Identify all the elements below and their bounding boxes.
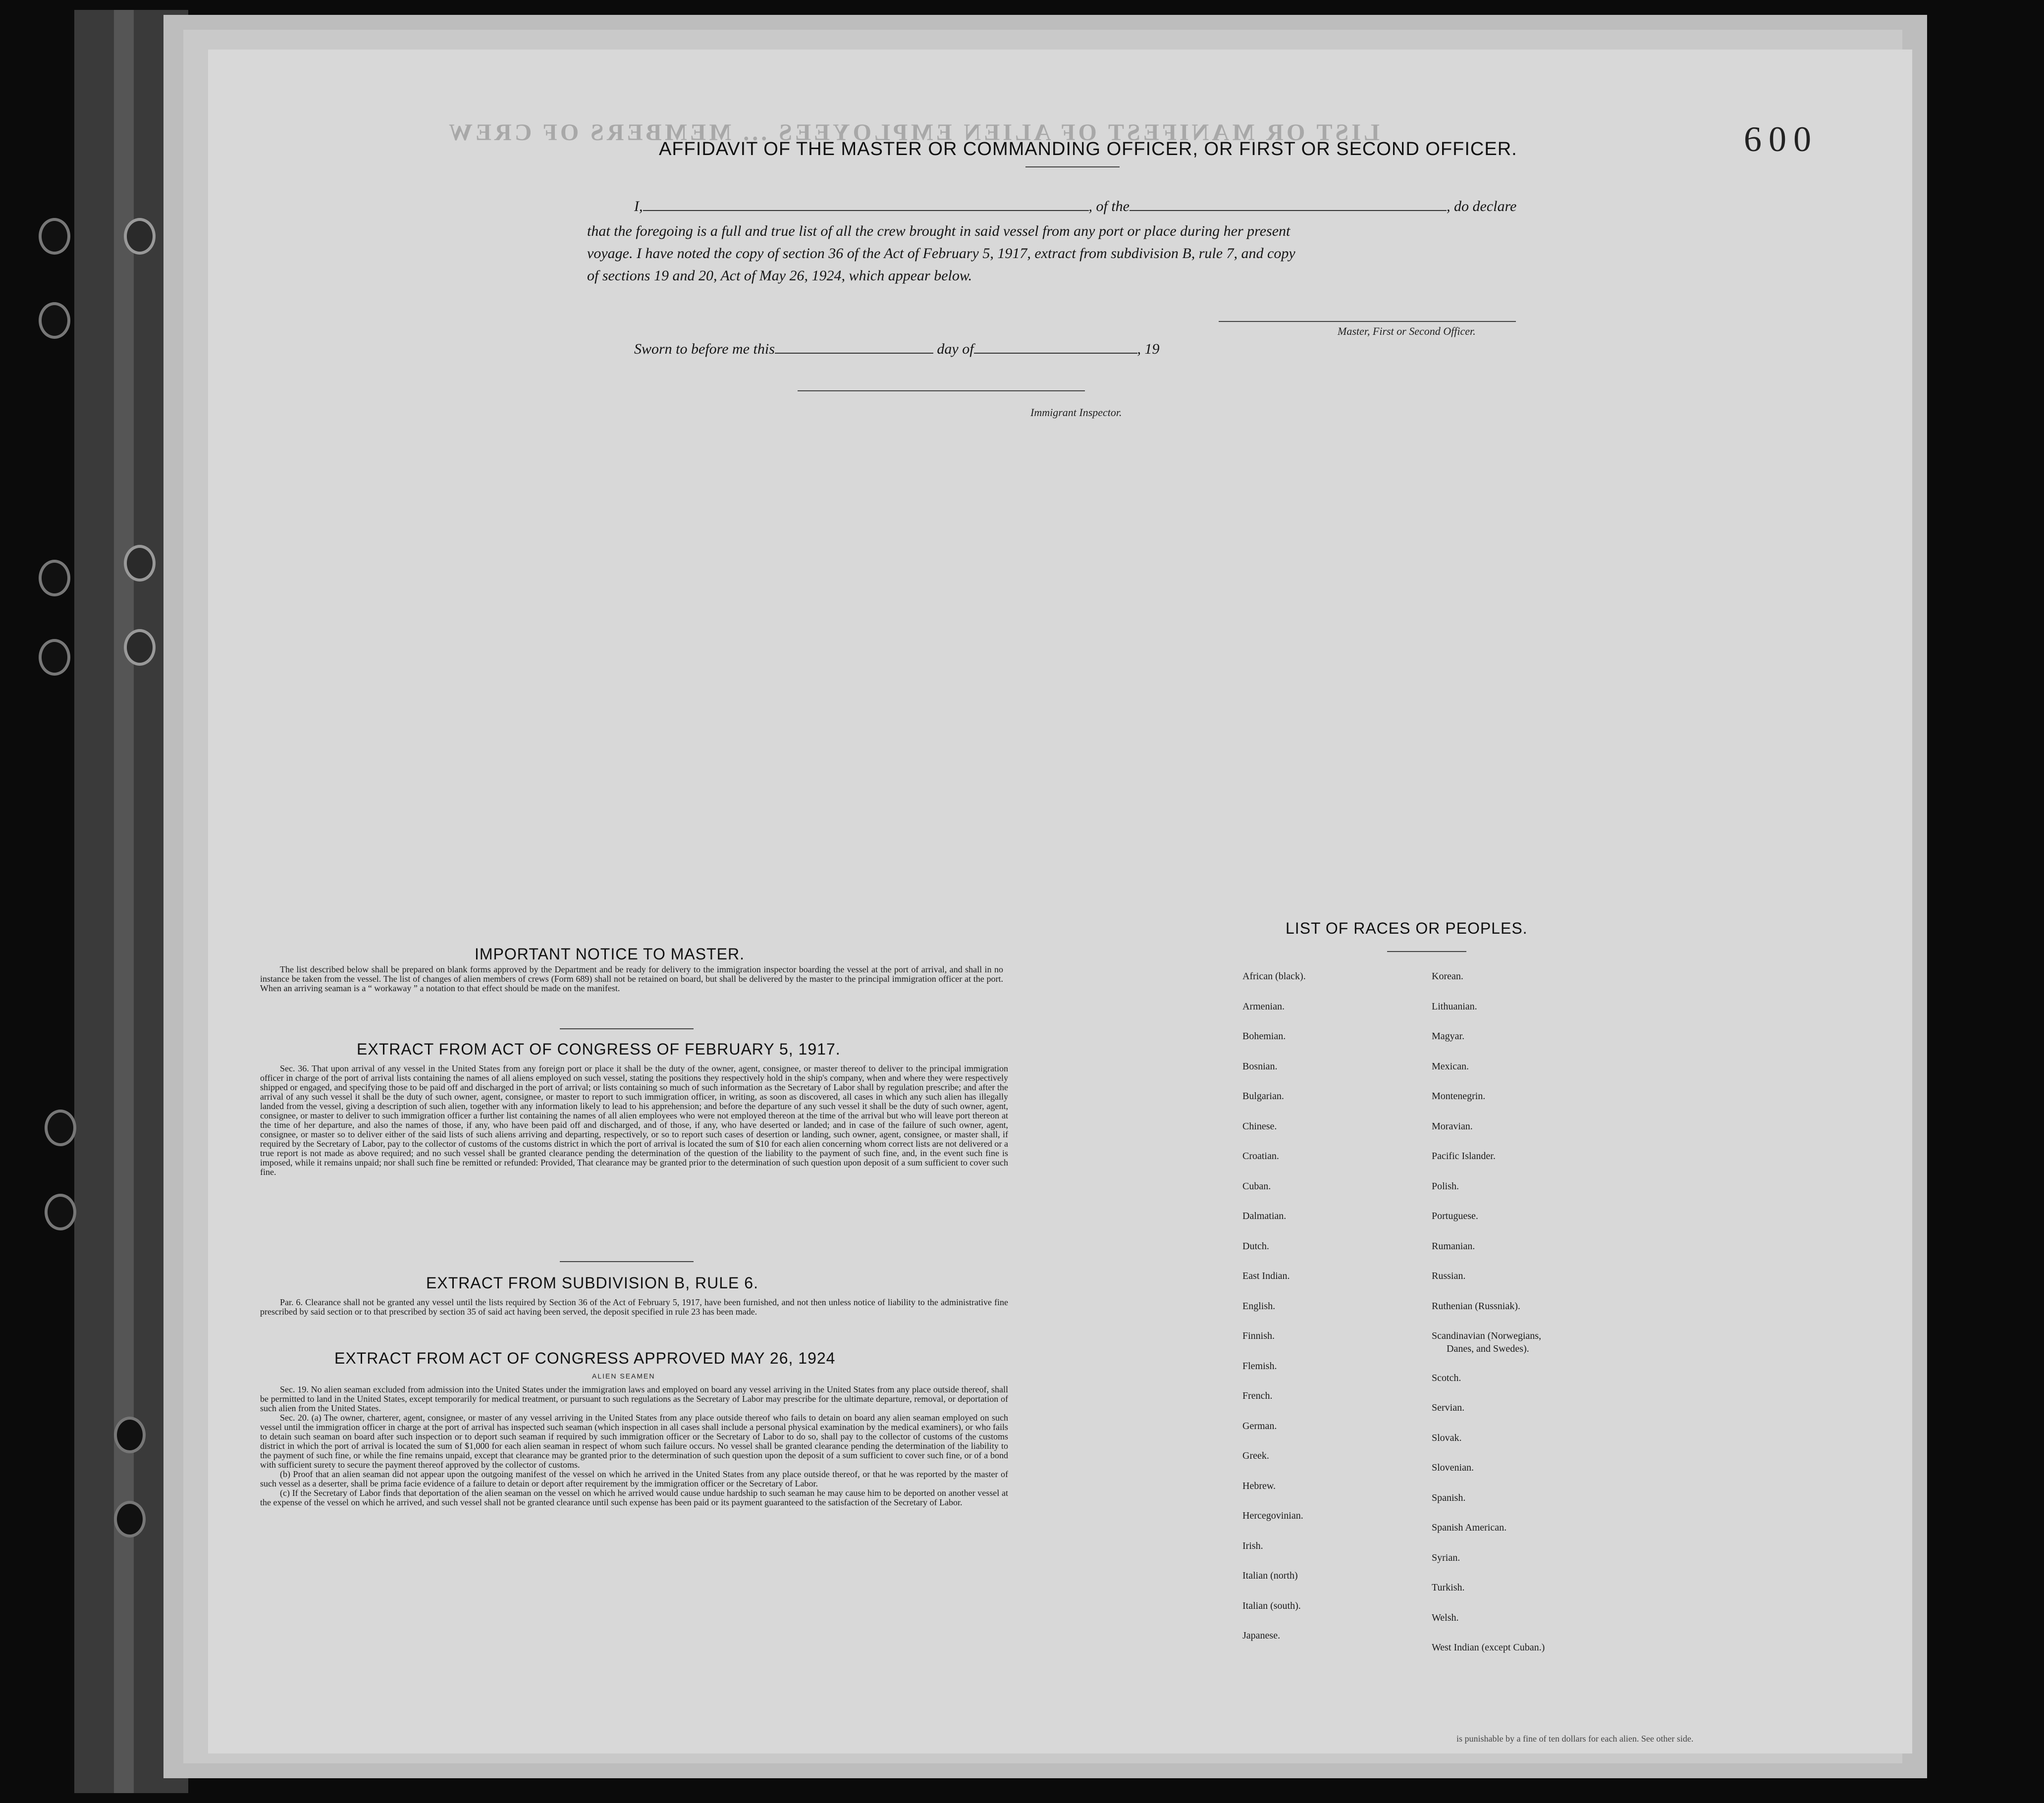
affidavit-i: I, — [634, 198, 643, 214]
title-underline — [1025, 166, 1120, 167]
section-20c: (c) If the Secretary of Labor finds that deportation of the alien seaman on the vessel on which he arrived would cause undue hardship to such seaman he may cause him to be deported on another vessel at the expense of the vessel on which he arrived, and such vessel shall not be granted clearance until such expense has been paid or its payment guaranteed to the satisfaction of the Secretary of Labor. — [260, 1488, 1008, 1507]
races-underline — [1387, 951, 1466, 952]
race-item: Portuguese. — [1432, 1211, 1478, 1221]
race-item: Polish. — [1432, 1180, 1459, 1192]
race-item: Chinese. — [1242, 1120, 1277, 1132]
race-item: Cuban. — [1242, 1180, 1271, 1192]
race-right-continuation: Danes, and Swedes). — [1447, 1343, 1529, 1354]
alien-seamen-subtitle: ALIEN SEAMEN — [592, 1372, 655, 1380]
race-item: West Indian (except Cuban.) — [1432, 1642, 1545, 1653]
race-item: Spanish American. — [1432, 1522, 1507, 1533]
binder-hole — [124, 629, 156, 666]
race-item: Dutch. — [1242, 1240, 1269, 1252]
sworn-prefix: Sworn to before me this — [634, 341, 775, 357]
extract-1917-divider — [560, 1261, 694, 1262]
race-item: German. — [1242, 1420, 1277, 1432]
race-item: Scandinavian (Norwegians, — [1432, 1330, 1542, 1341]
master-signature-line[interactable] — [1219, 321, 1516, 322]
binder-hole — [45, 1110, 76, 1146]
race-item: Welsh. — [1432, 1612, 1459, 1623]
binder-hole — [124, 218, 156, 255]
sworn-day-of: day of — [937, 341, 974, 357]
rule6-paragraph: Par. 6. Clearance shall not be granted any vessel until the lists required by Section 36 of the Act of February 5, 1917, have been furnished, and not then unless notice of liability to the administrative fine prescribed by said section or to that prescribed by section 35 of said act having been served, the deposit specified in rule 23 has been made. — [260, 1297, 1008, 1317]
notice-divider — [560, 1028, 694, 1029]
race-item: Greek. — [1242, 1450, 1269, 1461]
notice-paragraph: The list described below shall be prepared on blank forms approved by the Department and be ready for delivery to the immigration inspector boarding the vessel at the port of arrival, and shall in no instance be taken from the vessel. The list of changes of alien members of crews (Form 689) shall not be retained on board, but shall be delivered by the master to the principal immigration officer at the port. When an arriving seaman is a “ workaway ” a notation to that effect should be made on the manifest. — [260, 964, 1003, 993]
race-item: Servian. — [1432, 1402, 1465, 1413]
section-20a: Sec. 20. (a) The owner, charterer, agent, consignee, or master of any vessel arriving in the United States from any place outside thereof who fails to detain on board any alien seaman employed on such vessel until the immigration officer in charge at the port of arrival has inspected such seaman (which inspection in all cases shall include a personal physical examination by the medical examiners), or who fails to detain such seaman on board after such inspection or to deport such seaman if required by such immigration officer or the Secretary of Labor to do so, shall pay to the collector of customs of the customs district in which the port of arrival is located the sum of $1,000 for each alien seaman in respect of whom such failure occurs. No vessel shall be granted clearance pending the determination of the liability to the payment of such fine, or while the fine remains unpaid, except that clearance may be granted prior to the determination of such question upon the deposit of a sum sufficient to cover such fine, or of a bond with sufficient surety to secure the payment thereof approved by the collector of customs. — [260, 1413, 1008, 1470]
race-item: Hebrew. — [1242, 1480, 1276, 1491]
race-item: Hercegovinian. — [1242, 1510, 1303, 1521]
race-item: Turkish. — [1432, 1582, 1465, 1593]
race-item: Irish. — [1242, 1540, 1263, 1551]
race-item: East Indian. — [1242, 1271, 1290, 1281]
affidavit-line-3: voyage. I have noted the copy of section 36 of the Act of February 5, 1917, extract from subdivision B, rule 7, and copy — [587, 245, 1295, 262]
race-item: Lithuanian. — [1432, 1001, 1477, 1012]
extract-1917-title: EXTRACT FROM ACT OF CONGRESS OF FEBRUARY 5, 1917. — [357, 1040, 841, 1058]
binder-hole — [39, 560, 70, 596]
race-item: Finnish. — [1242, 1330, 1275, 1341]
extract-1917-paragraph: Sec. 36. That upon arrival of any vessel in the United States from any foreign port or place it shall be the duty of the owner, agent, consignee, or master thereof to deliver to the principal immigration officer in charge of the port of arrival lists containing the names of all aliens employed on such vessel, stating the positions they respectively hold in the ship's company, when and where they were respectively shipped or engaged, and specifying those to be paid off and discharged in the port of arrival; or lists containing so much of such information as the Secretary of Labor shall by regulation prescribe; and after the arrival of any such vessel it shall be the duty of such owner, agent, consignee, or master to report to such immigration officer, in writing, as soon as discovered, all cases in which any such alien has illegally landed from the vessel, giving a description of such alien, together with any information likely to lead to his apprehension; and before the departure of any such vessel it shall be the duty of such owner, agent, consignee, or master to deliver to such immigration officer a further list containing the names of all alien employees who were not employed thereon at the time of the arrival but who will leave port thereon at the time of her departure, and also the names of those, if any, who have been paid off and discharged, and of those, if any, who have deserted or landed; and in case of the failure of such owner, agent, consignee, or master so to deliver either of the said lists of such aliens arriving and departing, respectively, or so to report such cases of desertion or landing, such owner, agent, consignee, or master shall, if required by the Secretary of Labor, pay to the collector of customs of the customs district in which the port of arrival is located the sum of $10 for each alien concerning whom correct lists are not delivered or a true report is not made as above required; and no such vessel shall be granted clearance pending the determination of the question of the liability to the payment of such fine, and, in the event such fine is imposed, while it remains unpaid; nor shall such fine be remitted or refunded: Provided, That clearance may be granted prior to the determination of such question upon deposit of a sum sufficient to cover such fine. — [260, 1063, 1008, 1177]
day-blank[interactable] — [775, 353, 933, 354]
master-signature-label: Master, First or Second Officer. — [1338, 325, 1476, 337]
extract-1924-title: EXTRACT FROM ACT OF CONGRESS APPROVED MAY 26, 1924 — [334, 1349, 836, 1367]
race-item: Pacific Islander. — [1432, 1151, 1496, 1162]
race-item: Russian. — [1432, 1271, 1466, 1281]
month-blank[interactable] — [974, 353, 1137, 354]
race-item: French. — [1242, 1390, 1273, 1401]
affidavit-title: AFFIDAVIT OF THE MASTER OR COMMANDING OFFICER, OR FIRST OR SECOND OFFICER. — [659, 139, 1517, 159]
faint-reverse-header: LIST OR MANIFEST OF ALIEN EMPLOYEES ... MEMBERS OF CREW — [446, 119, 1380, 146]
race-item: Bulgarian. — [1242, 1091, 1284, 1102]
affidavit-line-4: of sections 19 and 20, Act of May 26, 1924, which appear below. — [587, 267, 972, 284]
binder-hole — [39, 218, 70, 255]
race-item: Italian (north) — [1242, 1570, 1298, 1581]
affidavit-line-1 — [634, 198, 1516, 215]
race-item: English. — [1242, 1300, 1276, 1312]
binder-hole — [39, 639, 70, 676]
notice-body — [260, 965, 1003, 993]
binder-hole — [114, 1501, 146, 1538]
section-20b: (b) Proof that an alien seaman did not appear upon the outgoing manifest of the vessel on which he arrived in the United States from any place outside thereof, or that he was reported by the master of such vessel as a deserter, shall be prima facie evidence of a failure to detain or deport after requirement by the immigration officer or the Secretary of Labor. — [260, 1469, 1008, 1488]
race-item: Bosnian. — [1242, 1061, 1278, 1072]
race-item: Spanish. — [1432, 1492, 1466, 1503]
race-item: Croatian. — [1242, 1151, 1279, 1162]
race-item: Dalmatian. — [1242, 1211, 1287, 1221]
rule6-title: EXTRACT FROM SUBDIVISION B, RULE 6. — [426, 1274, 758, 1292]
notice-title: IMPORTANT NOTICE TO MASTER. — [475, 945, 745, 963]
race-item: Scotch. — [1432, 1372, 1461, 1383]
race-item: Bohemian. — [1242, 1031, 1286, 1042]
race-item: African (black). — [1242, 971, 1306, 982]
affidavit-of-the: , of the — [1088, 198, 1130, 214]
affidavit-line-2: that the foregoing is a full and true list of all the crew brought in said vessel from any port or place during her present — [587, 223, 1291, 239]
race-item: Flemish. — [1242, 1360, 1277, 1372]
inspector-signature-line[interactable] — [798, 390, 1085, 391]
race-item: Slovenian. — [1432, 1462, 1474, 1473]
race-item: Korean. — [1432, 971, 1463, 982]
extract-1924-body — [260, 1385, 1008, 1507]
binder-hole — [45, 1194, 76, 1230]
race-item: Armenian. — [1242, 1001, 1285, 1012]
race-item: Slovak. — [1432, 1432, 1462, 1443]
section-19: Sec. 19. No alien seaman excluded from admission into the United States under the immigration laws and employed on board any vessel arriving in the United States from any place outside thereof, shall be permitted to land in the United States, except temporarily for medical treatment, or pursuant to such regulations as the Secretary of Labor may prescribe for the ultimate departure, removal, or deportation of such alien from the United States. — [260, 1384, 1008, 1413]
races-title: LIST OF RACES OR PEOPLES. — [1286, 919, 1528, 937]
race-item: Montenegrin. — [1432, 1091, 1486, 1102]
rule6-body — [260, 1298, 1008, 1317]
affidavit-declare: , do declare — [1447, 198, 1517, 214]
sworn-year: , 19 — [1137, 341, 1160, 357]
sworn-line — [634, 341, 1160, 358]
inspector-label: Immigrant Inspector. — [1030, 406, 1122, 419]
race-item: Magyar. — [1432, 1031, 1465, 1042]
race-item: Italian (south). — [1242, 1600, 1301, 1611]
race-item: Rumanian. — [1432, 1240, 1475, 1252]
vessel-blank[interactable] — [1130, 210, 1447, 211]
binder-hole — [114, 1417, 146, 1453]
page-number: 600 — [1744, 119, 1818, 159]
binder-hole — [39, 302, 70, 339]
extract-1917-body — [260, 1064, 1008, 1177]
race-item: Syrian. — [1432, 1552, 1460, 1563]
binder-hole — [124, 545, 156, 582]
race-item: Ruthenian (Russniak). — [1432, 1300, 1520, 1312]
bottom-footnote: is punishable by a fine of ten dollars for each alien. See other side. — [1456, 1734, 1694, 1744]
race-item: Japanese. — [1242, 1630, 1281, 1641]
race-item: Moravian. — [1432, 1120, 1473, 1132]
race-item: Mexican. — [1432, 1061, 1469, 1072]
name-blank[interactable] — [643, 210, 1089, 211]
